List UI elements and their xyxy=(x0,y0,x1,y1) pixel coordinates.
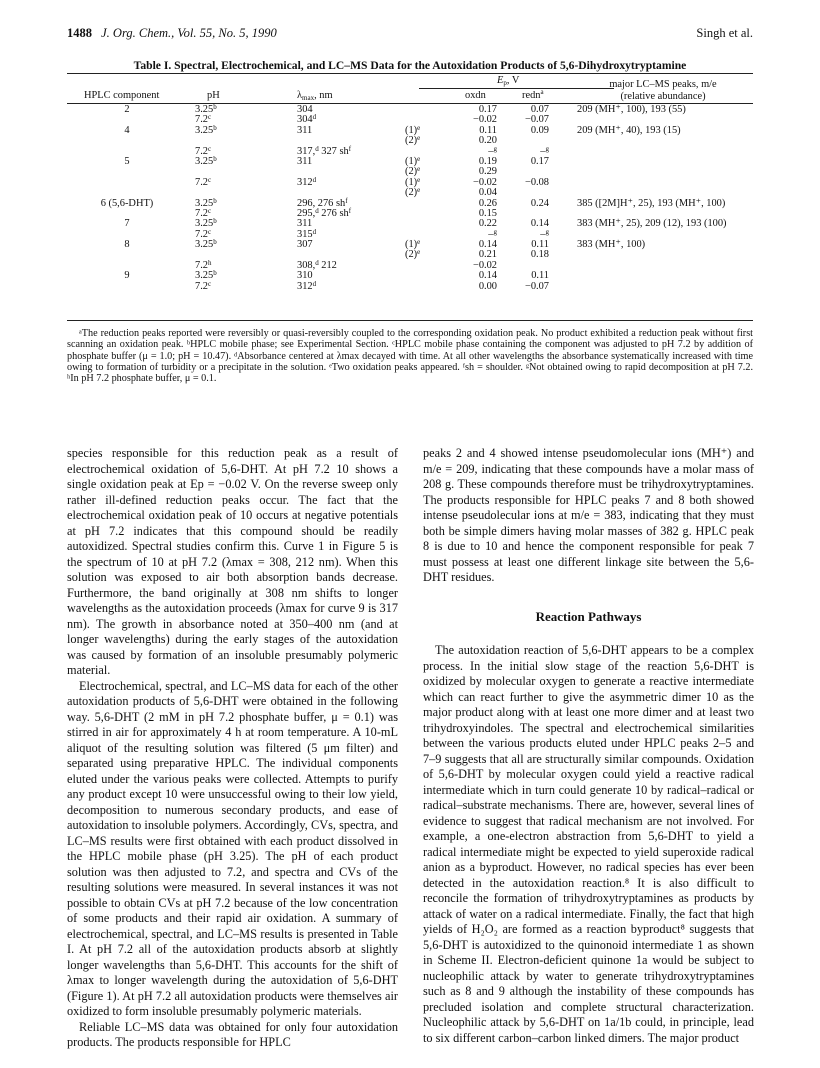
cell-peak-note-footnote-mark: e xyxy=(417,154,421,163)
cell-ph-text: 7.2 xyxy=(195,259,208,271)
cell-ph-footnote-mark: b xyxy=(213,238,217,247)
cell-ph xyxy=(195,123,217,136)
cell-lambda-extra: 327 sh xyxy=(318,145,349,157)
cell-lambda-footnote-mark: d xyxy=(312,279,317,288)
cell-oxdn-text: 0.14 xyxy=(478,239,497,251)
cell-peak-note-text: (2) xyxy=(405,166,418,178)
cell-lambda-text: 304 xyxy=(297,114,313,126)
cell-ms xyxy=(577,199,725,209)
page-number: 1488 xyxy=(67,26,92,40)
cell-lambda xyxy=(297,240,313,250)
table-row xyxy=(67,271,753,281)
header-redn xyxy=(522,90,544,102)
cell-lambda-footnote-mark: d xyxy=(312,175,317,184)
header-ms-line1: major LC–MS peaks, m/e xyxy=(609,79,717,90)
cell-oxdn-text: 0.00 xyxy=(478,280,497,292)
running-head xyxy=(67,26,753,42)
cell-ms-text: 383 (MH⁺, 25), 209 (12), 193 (100) xyxy=(577,218,727,230)
cell-ph-footnote-mark: c xyxy=(208,279,212,288)
cell-lambda-footnote-mark: d xyxy=(315,144,319,153)
table-bottom-rule xyxy=(67,320,753,321)
cell-redn-text: 0.14 xyxy=(530,218,549,230)
cell-oxdn-text: 0.17 xyxy=(478,104,497,115)
table-row xyxy=(67,196,753,209)
cell-component-text: 2 xyxy=(124,104,130,115)
cell-component xyxy=(67,240,187,250)
cell-ph-text: 7.2 xyxy=(195,280,208,292)
cell-ph-text: 3.25 xyxy=(195,218,214,230)
cell-lambda-footnote-mark: d xyxy=(312,113,317,122)
cell-ph-text: 3.25 xyxy=(195,270,214,282)
cell-ph-text: 7.2 xyxy=(195,207,208,219)
cell-oxdn-text: 0.11 xyxy=(479,124,497,136)
cell-lambda-text: 311 xyxy=(297,155,313,167)
table-footnotes: ᵃThe reduction peaks reported were reversibly or quasi-reversibly coupled to the corresponding oxidation peak. No product exhibited a reduction peak without first scanning an oxidation peak. ᵇHPLC mobile phase; see Experimental Section. ᶜHPLC mobile phase containing the component was adjusted to pH 7.2 by addition of phosphate buffer (μ = 1.0; pH = 10.47). ᵈAbsorbance centered at λmax decayed with time. At all other wavelengths the absorbance systematically increased with time owing to formation of turbidity or a precipitate in the solution. ᵉTwo oxidation peaks appeared. ᶠsh = shoulder. ᵍNot obtained owing to rapid decomposition at pH 7.2. ʰIn pH 7.2 phosphate buffer, μ = 0.1. xyxy=(67,328,753,385)
cell-ph-footnote-mark: h xyxy=(208,258,212,267)
cell-ms xyxy=(577,219,727,229)
cell-oxdn-text: 0.29 xyxy=(478,166,497,178)
cell-lambda xyxy=(297,126,312,136)
header-lambda-sub: max xyxy=(302,94,315,102)
header-redn-label: redn xyxy=(522,90,541,101)
table-row xyxy=(67,136,753,146)
header-lambda-symbol: λ xyxy=(297,90,303,101)
header-lambda xyxy=(297,90,333,102)
cell-lambda-text: 304 xyxy=(297,104,313,115)
cell-peak-note-footnote-mark: e xyxy=(417,165,421,174)
cell-ms-text: 209 (MH⁺, 40), 193 (15) xyxy=(577,124,681,136)
cell-redn-text: 0.17 xyxy=(530,155,549,167)
cell-redn-text: 0.11 xyxy=(531,239,549,251)
table-row xyxy=(67,250,753,260)
cell-oxdn-text: 0.19 xyxy=(478,155,497,167)
cell-ph-footnote-mark: b xyxy=(213,103,217,111)
cell-lambda-footnote-mark: f xyxy=(345,196,348,205)
cell-ph-text: 7.2 xyxy=(195,228,208,240)
cell-lambda-extra-footnote-mark: f xyxy=(348,206,352,215)
cell-lambda-text: 310 xyxy=(297,270,313,282)
cell-component-text: 6 (5,6-DHT) xyxy=(100,197,154,209)
cell-peak-note-footnote-mark: e xyxy=(417,175,421,184)
cell-lambda xyxy=(297,157,312,167)
cell-ph-text: 3.25 xyxy=(195,104,214,115)
table-top-rule xyxy=(67,73,753,74)
cell-ph-footnote-mark: c xyxy=(208,175,212,184)
cell-redn xyxy=(509,199,549,209)
cell-component-text: 9 xyxy=(124,270,130,282)
right-paragraph-2: The autoxidation reaction of 5,6-DHT appears to be a complex process. In the initial slow stage of the reaction 5,6-DHT is oxidized by molecular oxygen to generate a reactive intermediate which can react further to give the asymmetric dimer 10 as the major product along with at least one more dimer and at least two trihydroxyindoles. The spectral and electrochemical similarities between the various products eluted under HPLC peaks 2–5 and 7–9 suggests that all are structurally similar compounds. Oxidation of 5,6-DHT by molecular oxygen could yield a reactive radical intermediate which in turn could generate 10 by radical–radical or radical–substrate mechanisms. There are, however, several lines of evidence to suggest that radical mechanism are not involved. For example, a one-electron abstraction from 5,6-DHT to yield a radical intermediate might be expected to yield superoxide radical anion as a byproduct. However, no radical species has ever been detected in the autoxidation reaction.⁸ It is also difficult to reconcile the formation of trihydroxytryptamines as products by attack of water on a radical intermediate. Finally, the fact that high yields of H₂O₂ are formed as a reaction byproduct⁸ suggests that 5,6-DHT is autoxidized to the quinonoid intermediate 1 as shown in Scheme II. Electron-deficient quinone 1a would be subject to nucleophilic attack by water to generate trihydroxytryptamines such as 8 and 9 although the instability of these compounds has precluded isolation and complete structural characterization. Nucleophilic attack by 5,6-DHT on 1a/1b could, in principle, lead to six different carbon–carbon linked dimers. The major product xyxy=(423,643,754,1045)
cell-component-text: 8 xyxy=(124,239,130,251)
left-paragraph-1: species responsible for this reduction peak as a result of electrochemical oxidation of 5,6-DHT. At pH 7.2 10 shows a single oxidation peak at Ep = −0.02 V. On the reverse sweep only rather ill-defined reduction peaks occur. The fact that the electrochemical oxidation peak of 10 occurs at negative potentials at pH 7.2 indicates that this compound should be readily autoxidized. Spectral studies confirm this. Curve 1 in Figure 5 is the spectrum of 10 at pH 7.2 (λmax = 308, 212 nm). When this solution was exposed to air both absorption bands decrease. Furthermore, the band originally at 308 nm shifts to longer wavelengths as the autoxidation proceeds (λmax for curve 9 is 317 nm). The growth in absorbance noted at 350–400 nm (and at longer wavelengths) during the early stages of the autoxidation was caused by formation of an insoluble presumably polymeric material. xyxy=(67,446,398,677)
cell-redn-footnote-mark: g xyxy=(545,227,549,236)
cell-redn-text: 0.18 xyxy=(530,249,549,261)
cell-component xyxy=(67,219,187,229)
cell-peak-note-footnote-mark: e xyxy=(417,134,421,143)
cell-oxdn-footnote-mark: g xyxy=(493,227,497,236)
table-row xyxy=(67,279,753,292)
cell-ph-footnote-mark: c xyxy=(208,113,212,122)
running-head-authors: Singh et al. xyxy=(696,26,753,40)
cell-lambda-text: 312 xyxy=(297,280,313,292)
cell-peak-note-footnote-mark: e xyxy=(417,123,421,132)
right-paragraph-1: peaks 2 and 4 showed intense pseudomolecular ions (MH⁺) and m/e = 209, indicating that these compounds have a molar mass of 208 g. These compounds therefore must be trihydroxytryptamines. The products responsible for HPLC peaks 7 and 8 both showed intense pseudolecular ions at m/e = 383, indicating that they must both be simple dimers having molar masses of 382 g. HPLC peak 8 is due to 10 and hence the component responsible for peak 7 must possess at least one different linkage site between the 5,6-DHT residues. xyxy=(423,446,754,584)
cell-ph-text: 7.2 xyxy=(195,114,208,126)
cell-oxdn-footnote-mark: g xyxy=(493,144,497,153)
cell-lambda-text: 315 xyxy=(297,228,313,240)
cell-ph-text: 7.2 xyxy=(195,176,208,188)
header-lambda-unit: , nm xyxy=(314,90,333,101)
cell-lambda-footnote-mark: d xyxy=(315,206,319,215)
cell-ph xyxy=(195,175,212,188)
table-title: Table I. Spectral, Electrochemical, and LC–MS Data for the Autoxidation Products of 5,6-Dihydroxytryptamine xyxy=(133,59,687,72)
cell-ph-text: 7.2 xyxy=(195,145,208,157)
cell-oxdn xyxy=(457,282,497,292)
running-head-left xyxy=(67,26,277,41)
header-ep-symbol: E xyxy=(497,75,504,86)
cell-lambda-extra: 212 xyxy=(318,259,337,271)
cell-lambda-text: 295, xyxy=(297,207,316,219)
cell-oxdn-text: −0.02 xyxy=(472,114,497,126)
cell-ph-footnote-mark: c xyxy=(208,144,212,153)
cell-redn xyxy=(509,178,549,188)
cell-lambda-footnote-mark: d xyxy=(312,227,317,236)
cell-oxdn-text: 0.20 xyxy=(478,135,497,147)
cell-redn-text: – xyxy=(540,228,546,240)
cell-redn-text: 0.11 xyxy=(531,270,549,282)
cell-peak-note-footnote-mark: e xyxy=(417,248,421,257)
table-row xyxy=(67,105,753,115)
cell-redn-footnote-mark: g xyxy=(545,144,549,153)
cell-peak-note-text: (1) xyxy=(405,176,418,188)
header-ms-line2: (relative abundance) xyxy=(620,91,706,102)
cell-ph-footnote-mark: b xyxy=(213,269,217,278)
table-row xyxy=(67,219,753,229)
table-body xyxy=(67,105,753,292)
cell-ph-footnote-mark: c xyxy=(208,206,212,215)
cell-lambda xyxy=(297,279,317,292)
cell-ph xyxy=(195,154,217,167)
cell-oxdn-text: 0.22 xyxy=(478,218,497,230)
cell-redn-text: 0.24 xyxy=(530,197,549,209)
cell-redn xyxy=(509,157,549,167)
cell-peak-note-text: (1) xyxy=(405,124,418,136)
header-ep xyxy=(497,75,519,87)
cell-peak-note-footnote-mark: e xyxy=(417,186,421,195)
section-heading: Reaction Pathways xyxy=(535,608,642,624)
cell-oxdn-text: 0.15 xyxy=(478,207,497,219)
cell-ph-footnote-mark: b xyxy=(213,154,217,163)
cell-peak-note-text: (2) xyxy=(405,135,418,147)
left-paragraph-2: Electrochemical, spectral, and LC–MS data for each of the other autoxidation products of 5,6-DHT were obtained in the following way. 5,6-DHT (2 mM in pH 7.2 phosphate buffer, μ = 0.1) was stirred in air for approximately 4 h at room temperature. A 10-mL aliquot of the resulting solution was filtered (5 μm filter) and separated using preparative HPLC. The individual components eluted under the various peaks were collected. Attempts to purify any product except 10 were unsuccessful owing to their low yield, decomposition to numerous secondary products, and ease of autoxidation to insoluble polymers. Accordingly, CVs, spectra, and LC–MS results were first obtained with each product dissolved in the HPLC mobile phase (pH 3.25). The pH of each product solution was then adjusted to 7.2, and spectra and CVs of the resulting solutions were measured. In several instances it was not possible to obtain CVs at pH 7.2 because of the low concentration of some products and their rapid air oxidation. A summary of electrochemical, spectral, and LC–MS results is presented in Table I. At pH 7.2 all of the autoxidation products absorb at slightly longer wavelengths than 5,6-DHT. This accounts for the shift of λmax to longer wavelength during the autoxidation of 5,6-DHT (Figure 1). At pH 7.2 all autoxidation products were themselves air oxidized to form insoluble presumably polymeric materials. xyxy=(67,678,398,1018)
cell-component xyxy=(67,157,187,167)
cell-lambda-extra-footnote-mark: f xyxy=(348,144,352,153)
cell-lambda-text: 317, xyxy=(297,145,316,157)
cell-peak-note-text: (2) xyxy=(405,249,418,261)
cell-peak-note xyxy=(405,250,420,260)
cell-redn xyxy=(509,126,549,136)
cell-peak-note-footnote-mark: e xyxy=(417,238,421,247)
cell-peak-note-text: (2) xyxy=(405,187,418,199)
cell-component xyxy=(67,105,187,115)
cell-peak-note xyxy=(405,136,420,146)
cell-redn xyxy=(509,250,549,260)
cell-ms xyxy=(577,240,645,250)
header-ep-sub: p xyxy=(503,79,507,87)
cell-ph xyxy=(195,240,217,250)
cell-component-text: 5 xyxy=(124,155,130,167)
cell-oxdn-text: −0.02 xyxy=(472,176,497,188)
cell-redn-text: – xyxy=(540,145,546,157)
header-ep-unit: , V xyxy=(506,75,520,86)
header-oxdn: oxdn xyxy=(465,90,486,101)
cell-ms-text: 385 ([2M]H⁺, 25), 193 (MH⁺, 100) xyxy=(577,197,726,209)
cell-redn-text: −0.08 xyxy=(524,176,549,188)
cell-ph-text: 3.25 xyxy=(195,124,214,136)
cell-ms-text: 209 (MH⁺, 100), 193 (55) xyxy=(577,104,686,115)
right-column xyxy=(423,446,754,1046)
cell-oxdn-text: −0.02 xyxy=(472,259,497,271)
left-column xyxy=(67,446,398,1051)
cell-oxdn-text: 0.21 xyxy=(478,249,497,261)
header-ph: pH xyxy=(207,90,220,101)
cell-component xyxy=(67,199,187,209)
cell-lambda-text: 307 xyxy=(297,239,313,251)
cell-peak-note-text: (1) xyxy=(405,155,418,167)
cell-lambda-text: 311 xyxy=(297,124,313,136)
cell-ph-text: 3.25 xyxy=(195,197,214,209)
cell-lambda-text: 311 xyxy=(297,218,313,230)
cell-ph-text: 3.25 xyxy=(195,239,214,251)
cell-ms-text: 383 (MH⁺, 100) xyxy=(577,239,646,251)
cell-ph-text: 3.25 xyxy=(195,155,214,167)
cell-lambda-text: 308, xyxy=(297,259,316,271)
cell-redn-text: −0.07 xyxy=(524,280,549,292)
cell-oxdn-text: 0.14 xyxy=(478,270,497,282)
cell-ph-footnote-mark: b xyxy=(213,123,217,132)
cell-lambda-text: 312 xyxy=(297,176,313,188)
cell-redn-text: 0.09 xyxy=(530,124,549,136)
cell-lambda-extra: 276 sh xyxy=(318,207,349,219)
cell-ms xyxy=(577,126,681,136)
cell-oxdn-text: – xyxy=(488,228,494,240)
cell-ph-footnote-mark: c xyxy=(208,227,212,236)
cell-component-text: 4 xyxy=(124,124,130,136)
cell-ph-footnote-mark: b xyxy=(213,196,217,205)
cell-redn-text: −0.07 xyxy=(524,114,549,126)
cell-peak-note-text: (1) xyxy=(405,239,418,251)
cell-redn-text: 0.07 xyxy=(530,104,549,115)
header-component: HPLC component xyxy=(84,90,160,101)
cell-ph xyxy=(195,279,212,292)
cell-ph-footnote-mark: b xyxy=(213,217,217,226)
cell-peak-note xyxy=(405,188,420,198)
cell-oxdn-text: 0.26 xyxy=(478,197,497,209)
cell-component xyxy=(67,271,187,281)
header-redn-sup: a xyxy=(540,88,544,96)
cell-component-text: 7 xyxy=(124,218,130,230)
left-paragraph-3: Reliable LC–MS data was obtained for only four autoxidation products. The products responsible for HPLC xyxy=(67,1019,398,1049)
cell-oxdn-text: 0.04 xyxy=(478,187,497,199)
cell-ms xyxy=(577,105,686,115)
cell-lambda-footnote-mark: d xyxy=(315,258,319,267)
cell-component xyxy=(67,126,187,136)
cell-lambda-text: 296, 276 sh xyxy=(297,197,346,209)
cell-redn xyxy=(509,282,549,292)
cell-oxdn-text: – xyxy=(488,145,494,157)
cell-lambda xyxy=(297,175,317,188)
table-row xyxy=(67,258,753,271)
journal-citation: J. Org. Chem., Vol. 55, No. 5, 1990 xyxy=(101,26,277,40)
